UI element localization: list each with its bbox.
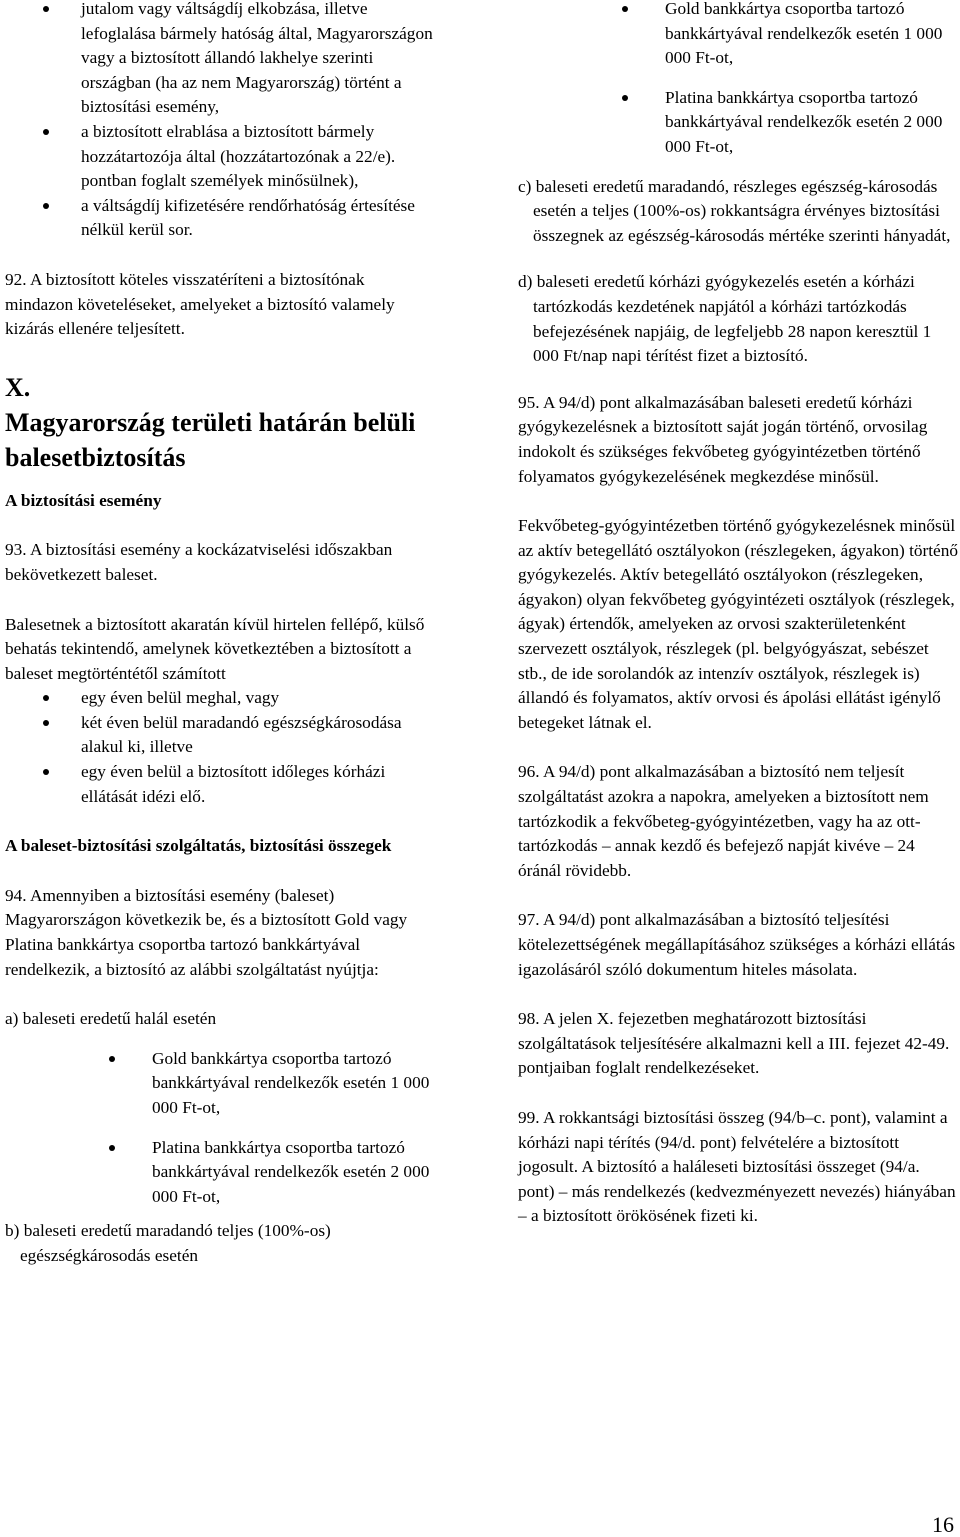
chapter-number: X. (5, 372, 31, 402)
bullet-list-baleset (5, 686, 435, 809)
section-heading-service: A baleset-biztosítási szolgáltatás, biztosítási összegek (5, 836, 392, 856)
paragraph-94: 94. Amennyiben a biztosítási esemény (baleset) Magyarországon következik be, és a biztosított Gold vagy Platina bankkártya csoportba tartozó bankkártyával rendelkezik, a biztosító az alábbi szolgáltatást nyújtja: (5, 885, 408, 979)
paragraph-94a: a) baleseti eredetű halál esetén (5, 1009, 217, 1029)
list-item: Gold bankkártya csoportba tartozó bankkártyával rendelkezők esetén 1 000 000 Ft-ot, (5, 1047, 435, 1121)
bullet-list-94b (0, 0, 960, 160)
list-item: Platina bankkártya csoportba tartozó bankkártyával rendelkezők esetén 2 000 000 Ft-ot, (5, 1136, 435, 1210)
list-item: Gold bankkártya csoportba tartozó bankkártyával rendelkezők esetén 1 000 000 Ft-ot, (518, 0, 960, 71)
paragraph-94d: d) baleseti eredetű kórházi gyógykezelés esetén a kórházi tartózkodás kezdetének napjától a kórházi tartózkodás befejezésének napjáig, de legfeljebb 28 napon keresztül 1 000 Ft/nap napi térítést fizet a biztosító. (518, 272, 932, 366)
paragraph-97: 97. A 94/d) pont alkalmazásában a biztosító teljesítési kötelezettségének megállapításához szükséges a kórházi ellátás igazolásáról szóló dokumentum hiteles másolata. (518, 910, 956, 979)
paragraph-99: 99. A rokkantsági biztosítási összeg (94/b–c. pont), valamint a kórházi napi térítés (94/d. pont) felvételére a biztosított jogosult. A biztosító a haláleseti biztosítási összeget (94/a. pont) – más rendelkezés (kedvezményezett nevezés) hiányában – a biztosított örökösének fizeti ki. (518, 1107, 956, 1226)
chapter-title: Magyarország területi határán belüli balesetbiztosítás (5, 407, 416, 472)
list-item: két éven belül maradandó egészségkárosodása alakul ki, illetve (5, 711, 435, 760)
paragraph-95: 95. A 94/d) pont alkalmazásában baleseti eredetű kórházi gyógykezelésnek a biztosított saját jogán történő, orvosilag indokolt és szükséges fekvőbeteg gyógyintézetben történő folyamatos gyógykezelésének megkezdése minősül. (518, 392, 928, 486)
list-item: egy éven belül meghal, vagy (5, 686, 435, 711)
page-number: 16 (932, 1512, 954, 1537)
paragraph-94b: b) baleseti eredetű maradandó teljes (100%-os) egészségkárosodás esetén (5, 1221, 331, 1265)
list-item: a váltságdíj kifizetésére rendőrhatóság értesítése nélkül kerül sor. (5, 194, 435, 243)
paragraph-94c: c) baleseti eredetű maradandó, részleges egészség-károsodás esetén a teljes (100%-os) rokkantságra érvényes biztosítási összegnek az egészség-károsodás mértéke szerinti hányadát, (518, 176, 951, 245)
list-item: a biztosított elrablása a biztosított bármely hozzátartozója által (hozzátartozónak a 22/e). pontban foglalt személyek minősülnek), (5, 120, 435, 194)
paragraph-96: 96. A 94/d) pont alkalmazásában a biztosító nem teljesít szolgáltatást azokra a napokra, amelyeken a biztosított nem tartózkodik a fekvőbeteg-gyógyintézetben, vagy ha az ott-tartózkodás – annak kezdő és befejező napját kivéve – 24 óránál rövidebb. (518, 762, 929, 880)
paragraph-92: 92. A biztosított köteles visszatéríteni a biztosítónak mindazon követeléseket, amelyeket a biztosító valamely kizárás ellenére teljesített. (5, 269, 395, 339)
paragraph-fekvobeteg: Fekvőbeteg-gyógyintézetben történő gyógykezelésnek minősül az aktív betegellátó osztályokon (részlegeken, ágyakon) történő gyógykezelés. Aktív betegellátó osztályokon (részlegeken, ágyakon) olyan fekvőbeteg gyógyintézeti osztályok (részlegek, ágyak) értendők, amelyeken az orvosi szakterületenként szervezett osztályok, részlegek (pl. belgyógyászat, sebészet stb., de ide sorolandók az intenzív osztályok, részlegek is) állandó és folyamatos, aktív orvosi és ápolási ellátást igénylő betegeket látnak el. (518, 516, 959, 732)
bullet-list-94a (5, 1047, 435, 1210)
right-column (518, 0, 960, 1229)
left-column (5, 0, 435, 1269)
paragraph-98: 98. A jelen X. fejezetben meghatározott biztosítási szolgáltatások teljesítésére alkalmazni kell a III. fejezet 42-49. pontjaiban foglalt rendelkezéseket. (518, 1009, 950, 1078)
list-item: egy éven belül a biztosított időleges kórházi ellátását idézi elő. (5, 760, 435, 809)
list-item: jutalom vagy váltságdíj elkobzása, illetve lefoglalása bármely hatóság által, Magyarországon vagy a biztosított állandó lakhelye szerinti országban (ha az nem Magyarország) történt a biztosítási esemény, (5, 0, 435, 120)
paragraph-93: 93. A biztosítási esemény a kockázatviselési időszakban bekövetkezett baleset. (5, 540, 393, 584)
list-item: Platina bankkártya csoportba tartozó bankkártyával rendelkezők esetén 2 000 000 Ft-ot, (518, 86, 960, 160)
section-heading-event: A biztosítási esemény (5, 490, 162, 510)
paragraph-baleset-definition: Balesetnek a biztosított akaratán kívül hirtelen fellépő, külső behatás tekintendő, amelynek következtében a biztosított a baleset megtörténtétől számított (5, 614, 425, 683)
